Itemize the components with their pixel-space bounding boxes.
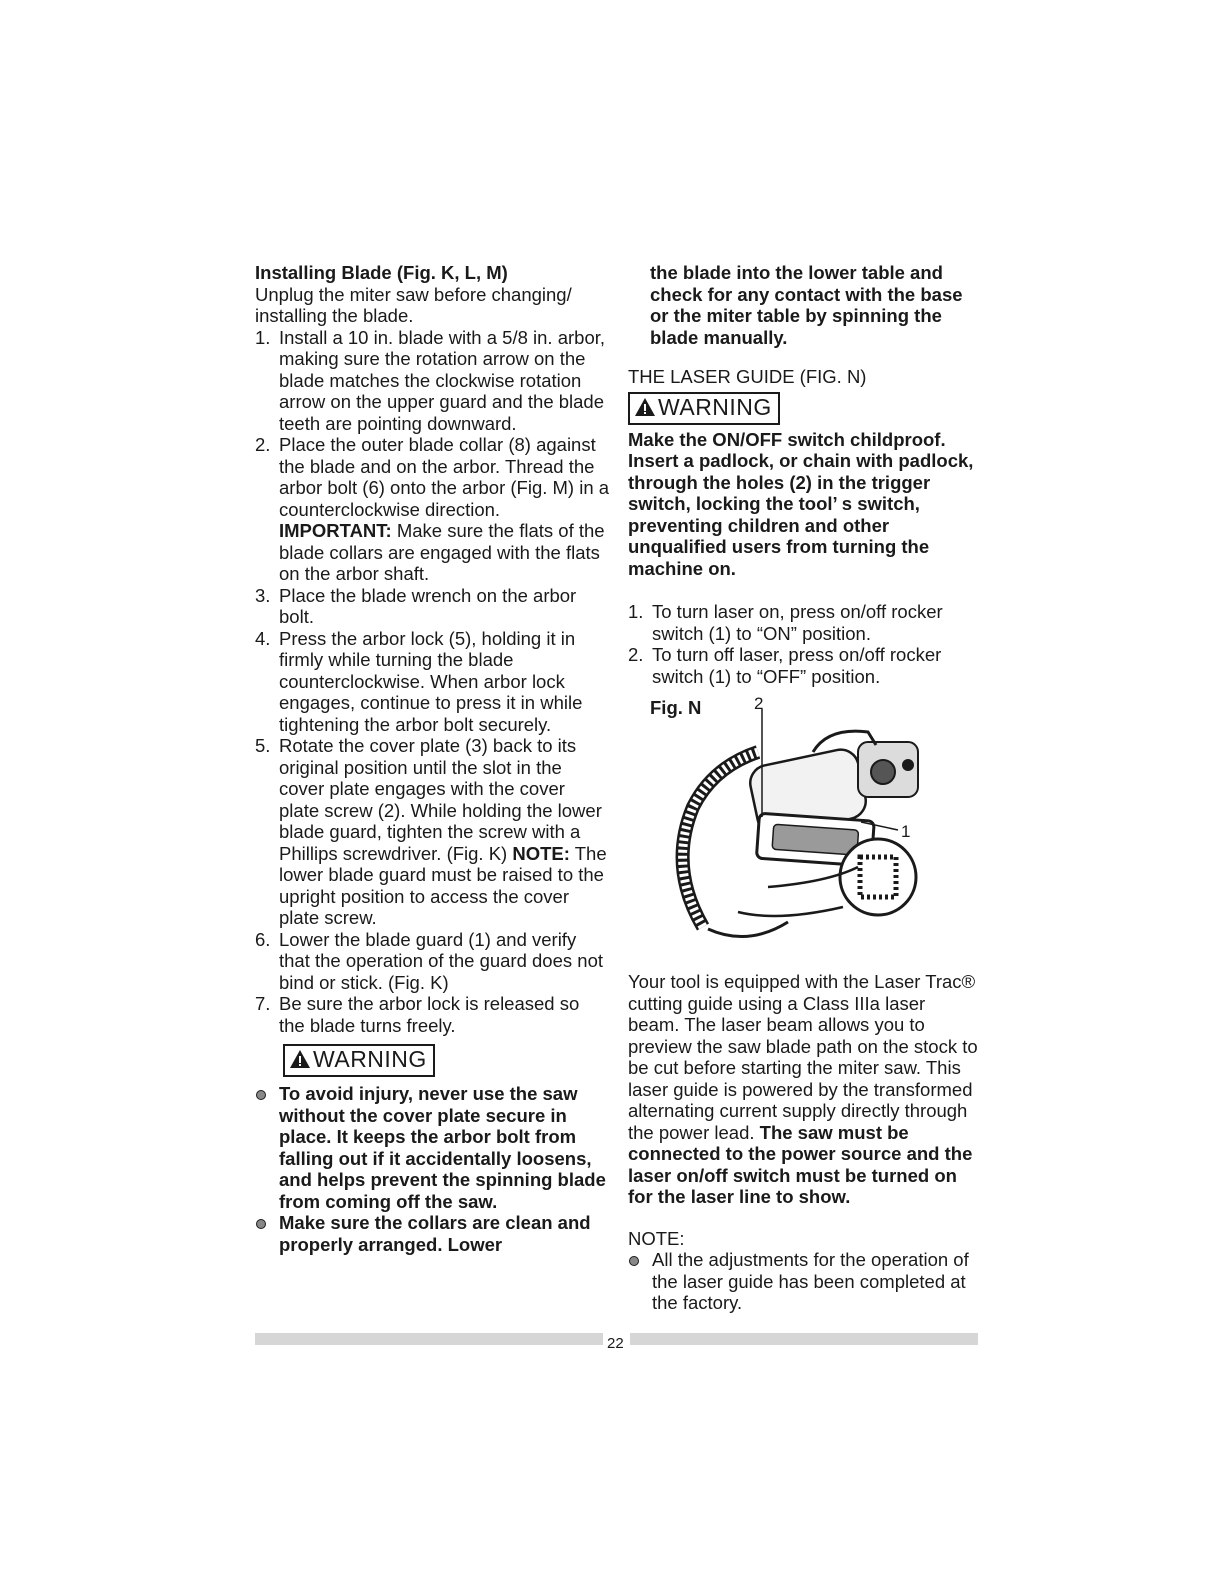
warning-triangle-icon [289, 1048, 311, 1075]
list-item: 7. Be sure the arbor lock is released so the blade turns freely. [255, 993, 580, 1036]
list-item: 5. Rotate the cover plate (3) back to its original position until the slot in the cover plate engages with the cover plate screw (2). While holding the lower blade guard, tighten the screw with a Phillips screwdriver. (Fig. K) NOTE: The lower blade guard must be raised to the upright position to access the cover plate screw. [255, 735, 607, 928]
figure-n [628, 697, 978, 967]
page-number: 22 [607, 1335, 624, 1352]
important-label: IMPORTANT: [279, 520, 392, 541]
continued-warning-text: the blade into the lower table and check for any contact with the base or the miter table by spinning the blade manually. [650, 262, 963, 348]
section-title-laser-guide: THE LASER GUIDE (FIG. N) [628, 366, 867, 387]
warning-label: WARNING [658, 393, 772, 420]
footer-bar-right [630, 1333, 978, 1345]
miter-saw-illustration [628, 697, 978, 967]
section-title-installing-blade: Installing Blade (Fig. K, L, M) [255, 262, 508, 283]
bullet-icon [629, 1256, 639, 1266]
motor-fan [840, 839, 916, 915]
installing-steps-list [255, 327, 610, 1037]
warning-triangle-icon [634, 396, 656, 423]
list-item: 6. Lower the blade guard (1) and verify that the operation of the guard does not bind or stick. (Fig. K) [255, 928, 603, 993]
bullet-icon [256, 1219, 266, 1229]
laser-description-bold: The saw must be connected to the power source and the laser on/off switch must be turned on for the laser line to show. [628, 1121, 973, 1207]
intro-text: Unplug the miter saw before changing/ installing the blade. [255, 283, 572, 326]
list-item: 2. To turn off laser, press on/off rocker switch (1) to “OFF” position. [628, 644, 942, 687]
laser-warning-box-wrap [628, 392, 978, 425]
list-item: 1. Install a 10 in. blade with a 5/8 in. arbor, making sure the rotation arrow on the blade matches the clockwise rotation arrow on the upper guard and the blade teeth are pointing downward. [255, 326, 606, 434]
list-item: Make sure the collars are clean and properly arranged. Lower [255, 1212, 610, 1255]
blade-guard-arc [683, 752, 758, 927]
list-item: To avoid injury, never use the saw without the cover plate secure in place. It keeps the arbor bolt from falling out if it accidentally loosens, and helps prevent the spinning blade from coming off the saw. [255, 1083, 610, 1212]
laser-steps-list [628, 601, 978, 687]
footer-bar-left [255, 1333, 603, 1345]
warning-bullets [255, 1083, 610, 1255]
laser-description: Your tool is equipped with the Laser Trac® cutting guide using a Class IIIa laser beam. The laser beam allows you to preview the saw blade path on the stock to be cut before starting the miter saw. This laser guide is powered by the transformed alternating current supply directly through the power lead. The saw must be connected to the power source and the laser on/off switch must be turned on for the laser line to show. [628, 971, 978, 1207]
warning-box-wrap [283, 1044, 610, 1077]
callout-1: 1 [901, 822, 911, 841]
warning-box [628, 392, 780, 425]
laser-warning-text: Make the ON/OFF switch childproof. Insert a padlock, or chain with padlock, through the holes (2) in the trigger switch, locking the tool’ s switch, preventing children and other unqualified users from turning the machine on. [628, 428, 974, 579]
list-item: 2. Place the outer blade collar (8) against the blade and on the arbor. Thread the arbor bolt (6) onto the arbor (Fig. M) in a counterclockwise direction. IMPORTANT: Make sure the flats of the blade collars are engaged with the flats on the arbor shaft. [255, 434, 610, 584]
bullet-icon [256, 1090, 266, 1100]
warning-box [283, 1044, 435, 1077]
list-item: 1. To turn laser on, press on/off rocker switch (1) to “ON” position. [628, 601, 943, 644]
note-label: NOTE: [512, 842, 570, 864]
note-title: NOTE: [628, 1227, 685, 1249]
list-item: 4. Press the arbor lock (5), holding it in firmly while turning the blade counterclockwise. When arbor lock engages, continue to press it in while tightening the arbor bolt securely. [255, 627, 583, 735]
figure-label: Fig. N [650, 697, 702, 718]
callout-2: 2 [754, 697, 764, 713]
list-item: 3. Place the blade wrench on the arbor bolt. [255, 584, 577, 627]
warning-label: WARNING [313, 1046, 427, 1072]
right-column [628, 262, 978, 1314]
left-column [255, 262, 610, 1255]
note-bullet: All the adjustments for the operation of the laser guide has been completed at the factory. [628, 1249, 978, 1314]
